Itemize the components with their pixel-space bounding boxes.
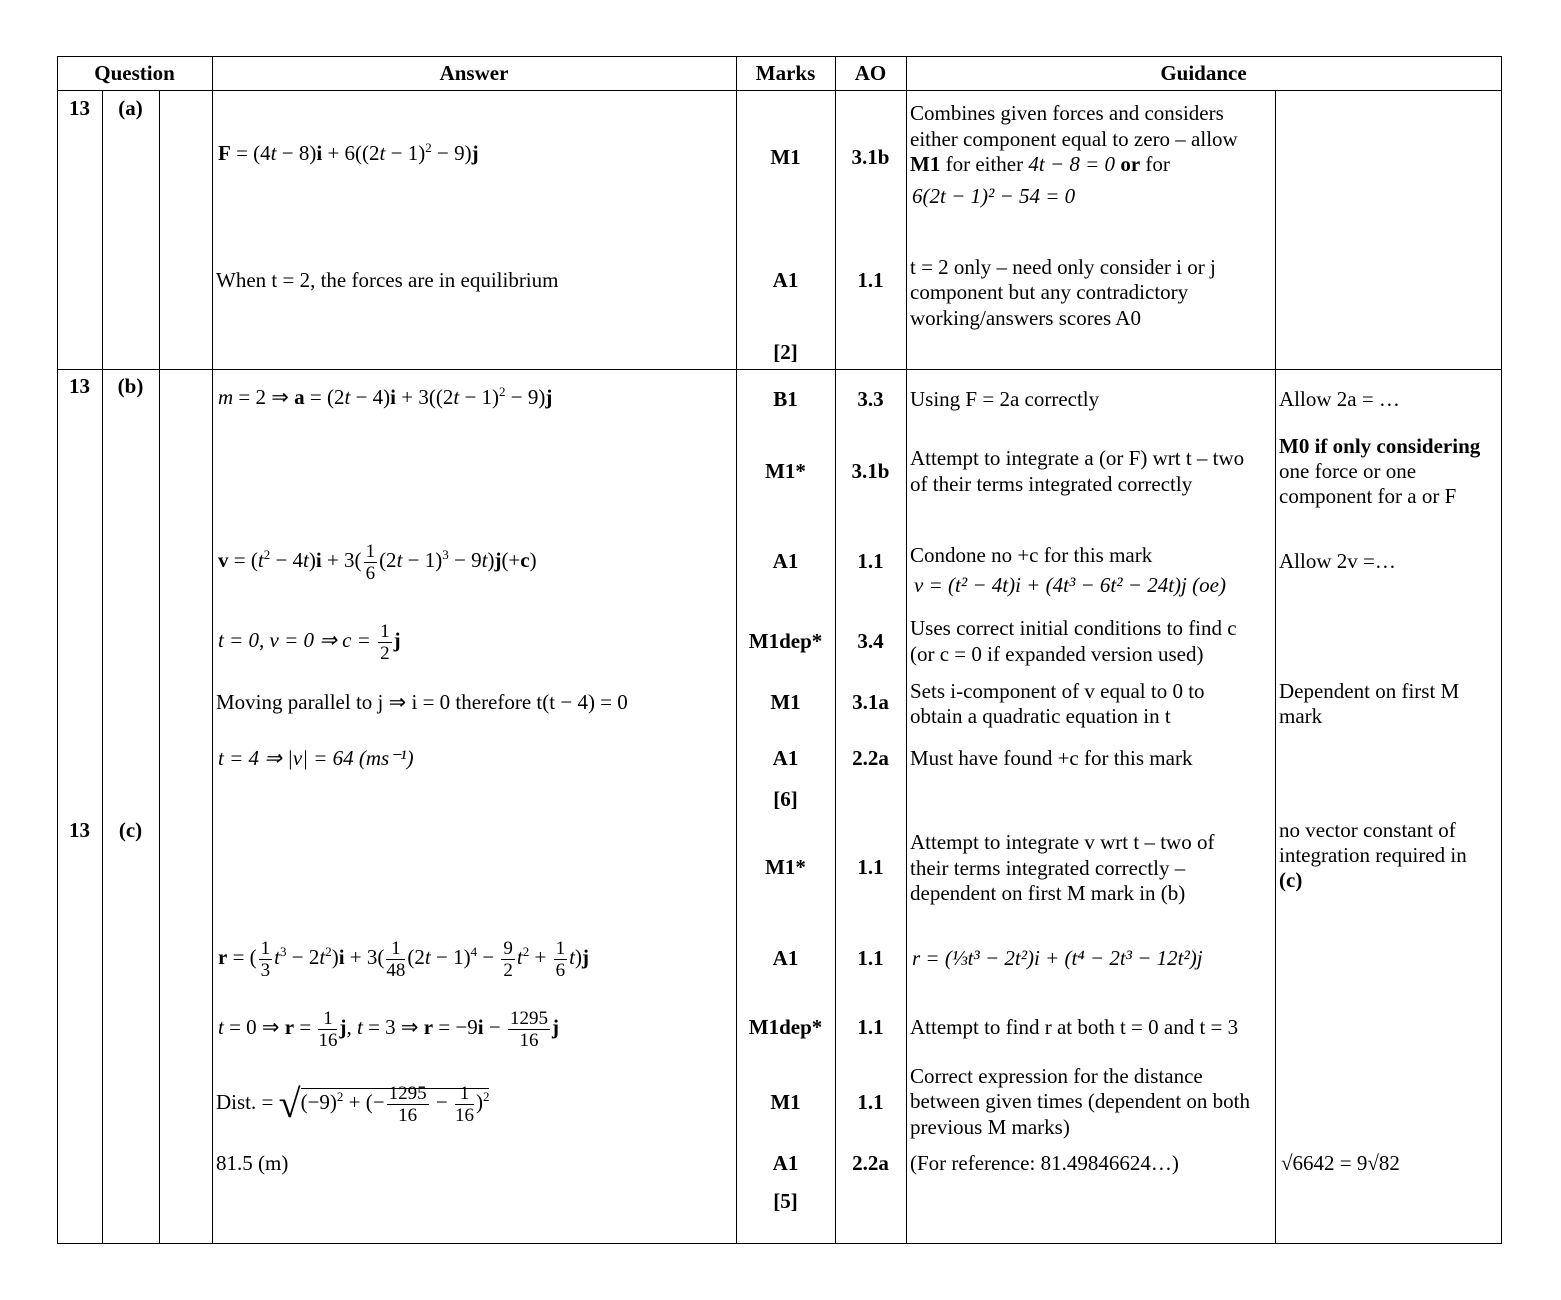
note-c-1-line3: (c): [1279, 868, 1303, 892]
ao-b-2: 3.1b: [851, 459, 890, 483]
ao-b-3: 1.1: [857, 549, 884, 573]
guidance-a-1-line3: M1 for either 4t − 8 = 0 or for: [910, 152, 1170, 176]
note-b-2-line1: M0 if only considering: [1279, 434, 1481, 458]
ao-a-2: 1.1: [857, 268, 884, 292]
note-b-2-line2: one force or one: [1279, 459, 1417, 483]
note-b-3: Allow 2v =…: [1279, 549, 1396, 573]
ao-c-4: 1.1: [857, 1090, 884, 1114]
ao-b-4: 3.4: [857, 629, 884, 653]
guidance-c-1-line3: dependent on first M mark in (b): [910, 881, 1186, 905]
answer-b-constant: t = 0, v = 0 ⇒ c = $\frac{1}{2}$ j: [218, 620, 401, 664]
table-bottom-border: [57, 1243, 1502, 1244]
header-question: Question: [94, 61, 175, 85]
answer-c-position: r = ( $\frac{1}{3}$ $t^3 - 2t^2)i + 3$( $\frac{1}{48}$ $(2t - 1)^4$ − $\frac{9}{2}$ $t^2$ + $\frac{1}{6}$ t)j: [218, 937, 589, 981]
col-border-p-sub: [159, 90, 160, 1244]
mark-b-5: M1: [770, 690, 801, 714]
row-a-bottom-border: [57, 369, 1502, 370]
guidance-c-1-line2: their terms integrated correctly –: [910, 856, 1186, 880]
total-c: [5]: [773, 1189, 798, 1213]
ao-b-5: 3.1a: [852, 690, 889, 714]
guidance-b-2-line1: Attempt to integrate a (or F) wrt t – two: [910, 446, 1245, 470]
mark-b-3: A1: [772, 549, 799, 573]
guidance-b-3-line2: v = (t² − 4t)i + (4t³ − 6t² − 24t)j (oe): [914, 573, 1226, 597]
question-part-c: (c): [118, 818, 143, 842]
guidance-b-6: Must have found +c for this mark: [910, 746, 1193, 770]
mark-a-2: A1: [772, 268, 799, 292]
col-border-left: [57, 56, 58, 1244]
guidance-a-2-line3: working/answers scores A0: [910, 306, 1141, 330]
guidance-a-2-line2: component but any contradictory: [910, 280, 1189, 304]
ao-b-1: 3.3: [857, 387, 884, 411]
mark-c-5: A1: [772, 1151, 799, 1175]
guidance-b-3-line1: Condone no +c for this mark: [910, 543, 1153, 567]
guidance-b-2-line2: of their terms integrated correctly: [910, 472, 1193, 496]
note-b-5-line1: Dependent on first M: [1279, 679, 1460, 703]
mark-b-4: M1dep*: [748, 629, 823, 653]
guidance-a-2-line1: t = 2 only – need only consider i or j: [910, 255, 1216, 279]
answer-b-velocity: $v = (t^2 - 4t)i + 3$( $\frac{1}{6}$ $(2t - 1)^3 - 9t)j(+c)$: [218, 540, 537, 584]
guidance-c-3: Attempt to find r at both t = 0 and t = 3: [910, 1015, 1239, 1039]
guidance-a-1-line4: 6(2t − 1)² − 54 = 0: [912, 184, 1076, 208]
col-border-ao: [906, 56, 907, 1244]
header-guidance: Guidance: [1160, 61, 1247, 85]
total-a: [2]: [773, 340, 798, 364]
ao-c-1: 1.1: [857, 855, 884, 879]
answer-b-parallel: Moving parallel to j ⇒ i = 0 therefore t(t − 4) = 0: [216, 690, 628, 714]
header-bottom-border: [57, 90, 1502, 91]
question-part-a: (a): [118, 96, 143, 120]
mark-c-1: M1*: [765, 855, 806, 879]
ao-c-3: 1.1: [857, 1015, 884, 1039]
mark-b-2: M1*: [765, 459, 806, 483]
mark-a-1: M1: [770, 145, 801, 169]
ao-c-5: 2.2a: [852, 1151, 889, 1175]
answer-b-speed: t = 4 ⇒ |v| = 64 (ms⁻¹): [218, 746, 414, 770]
guidance-c-4-line1: Correct expression for the distance: [910, 1064, 1203, 1088]
guidance-c-1-line1: Attempt to integrate v wrt t – two of: [910, 830, 1215, 854]
answer-c-endpoints: t = 0 ⇒ r = $\frac{1}{16}$ j, t = 3 ⇒ r = −9i − $\frac{1295}{16}$ j: [218, 1007, 559, 1051]
guidance-b-4-line2: (or c = 0 if expanded version used): [910, 642, 1204, 666]
answer-a-force-expression: $F = (4t - 8)i + 6((2t - 1)^2 - 9)j$: [218, 140, 479, 165]
header-ao: AO: [854, 61, 887, 85]
col-border-q-p: [102, 90, 103, 1244]
question-part-b: (b): [117, 374, 144, 398]
guidance-b-5-line2: obtain a quadratic equation in t: [910, 704, 1171, 728]
question-number-c: 13: [69, 818, 90, 842]
total-b: [6]: [773, 787, 798, 811]
ao-c-2: 1.1: [857, 946, 884, 970]
note-c-1-line1: no vector constant of: [1279, 818, 1456, 842]
guidance-c-5: (For reference: 81.49846624…): [910, 1151, 1179, 1175]
mark-b-6: A1: [772, 746, 799, 770]
mark-b-1: B1: [773, 387, 798, 411]
guidance-a-1-line1: Combines given forces and considers: [910, 101, 1224, 125]
guidance-b-5-line1: Sets i-component of v equal to 0 to: [910, 679, 1205, 703]
mark-c-2: A1: [772, 946, 799, 970]
table-top-border: [57, 56, 1502, 57]
col-border-question: [212, 56, 213, 1244]
guidance-c-4-line3: previous M marks): [910, 1115, 1070, 1139]
col-border-guidance-split: [1275, 90, 1276, 1244]
answer-c-result: 81.5 (m): [216, 1151, 289, 1175]
question-number-a: 13: [69, 96, 90, 120]
answer-c-distance: Dist. = $√(-9)^2$ + (− $\frac{1295}{16}$ − $\frac{1}{16}$ )$^2$: [216, 1081, 490, 1127]
ao-a-1: 3.1b: [851, 145, 890, 169]
answer-a-equilibrium: When t = 2, the forces are in equilibrium: [216, 268, 559, 292]
guidance-c-2: r = (⅓t³ − 2t²)i + (t⁴ − 2t³ − 12t²)j: [912, 946, 1203, 970]
mark-c-4: M1: [770, 1090, 801, 1114]
guidance-c-4-line2: between given times (dependent on both: [910, 1089, 1250, 1113]
header-answer: Answer: [439, 61, 509, 85]
answer-b-acceleration: m = 2 ⇒ $a = (2t - 4)i + 3((2t - 1)^2 - 9)j$: [218, 384, 553, 409]
guidance-b-4-line1: Uses correct initial conditions to find c: [910, 616, 1237, 640]
guidance-b-1: Using F = 2a correctly: [910, 387, 1100, 411]
note-b-5-line2: mark: [1279, 704, 1323, 728]
note-c-1-line2: integration required in: [1279, 843, 1467, 867]
mark-c-3: M1dep*: [748, 1015, 823, 1039]
guidance-a-1-line2: either component equal to zero – allow: [910, 127, 1238, 151]
ao-b-6: 2.2a: [852, 746, 889, 770]
col-border-right: [1501, 56, 1502, 1244]
question-number-b: 13: [69, 374, 90, 398]
note-b-1: Allow 2a = …: [1279, 387, 1400, 411]
note-b-2-line3: component for a or F: [1279, 484, 1457, 508]
note-c-5: √6642 = 9√82: [1281, 1151, 1400, 1175]
header-marks: Marks: [755, 61, 816, 85]
